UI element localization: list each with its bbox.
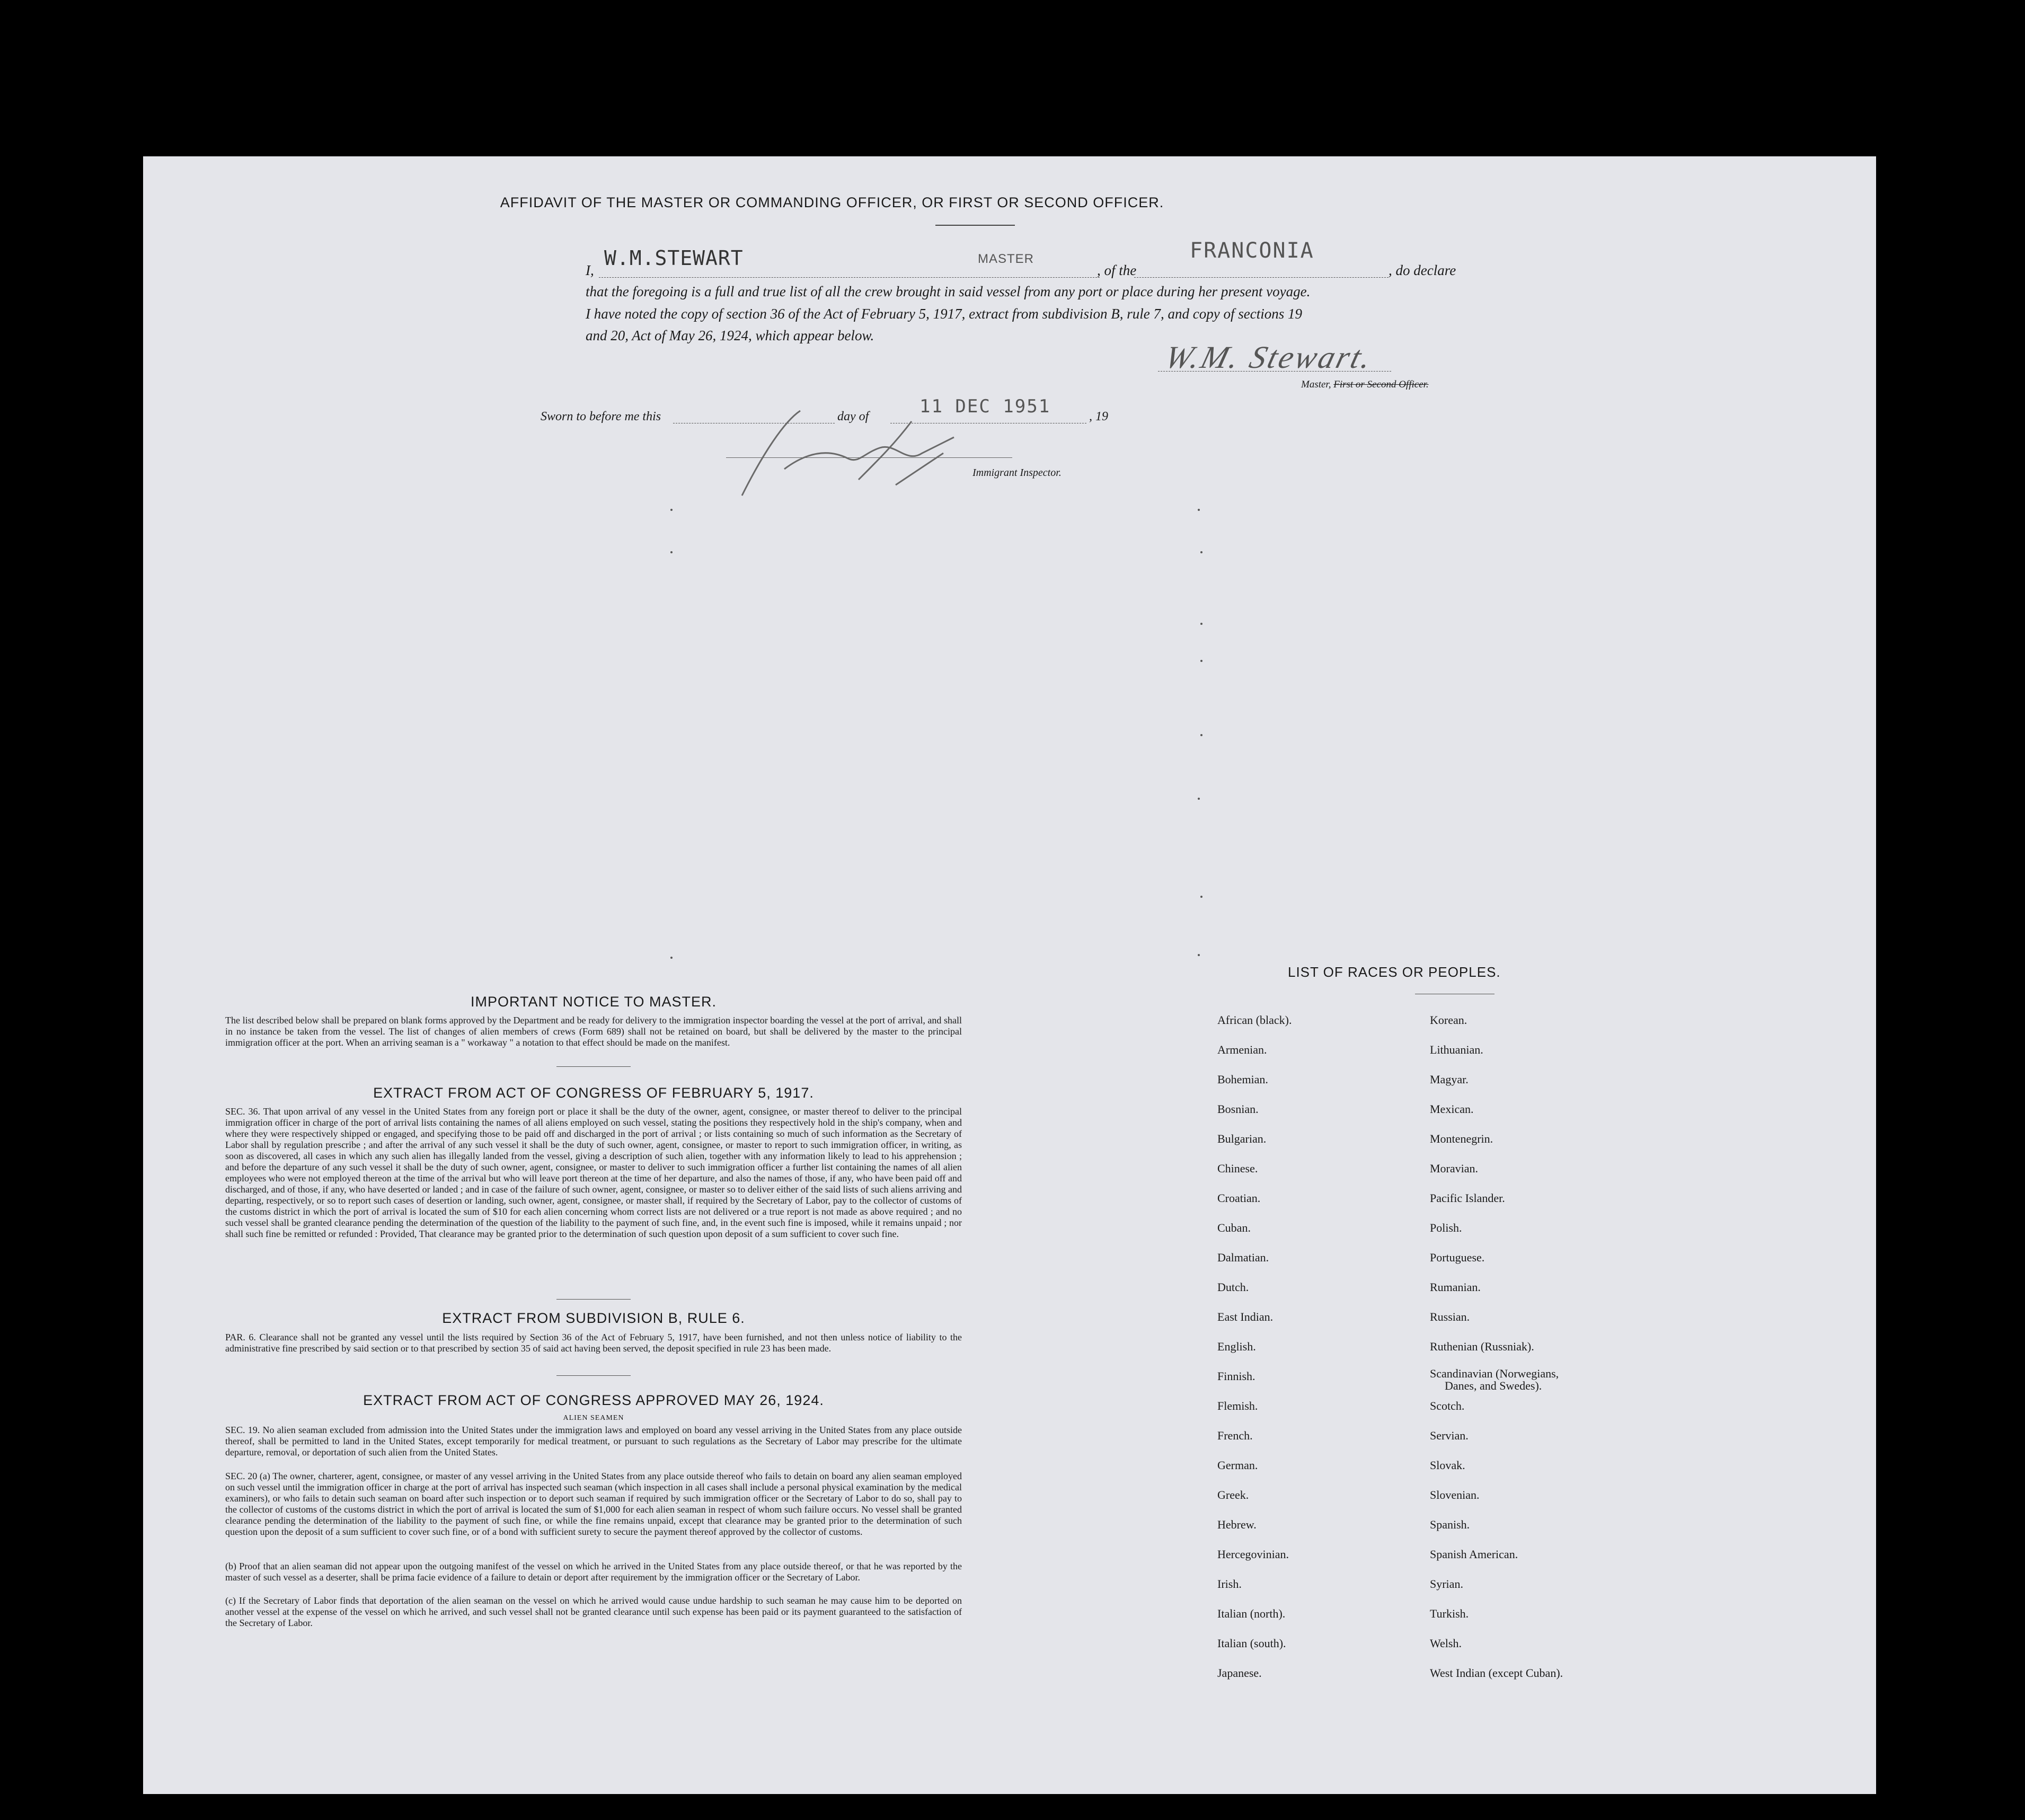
race-right-item: Syrian. xyxy=(1430,1577,1463,1591)
master-signature: W.M. Stewart. xyxy=(1161,340,1377,375)
race-right-item: Mexican. xyxy=(1430,1102,1474,1116)
extract-1924-heading: EXTRACT FROM ACT OF CONGRESS APPROVED MAY 26, 1924. xyxy=(363,1392,824,1408)
punch-hole xyxy=(1876,270,1903,297)
extract-1924-sec20b: (b) Proof that an alien seaman did not appear upon the outgoing manifest of the vessel on which he arrived in the United States from any place outside thereof, or that he was reported by the master of such vessel as a deserter, shall be prima facie evidence of a failure to detain or deport after requirement by the immigration officer or the Secretary of Labor. xyxy=(225,1561,962,1583)
race-left-item: Flemish. xyxy=(1217,1399,1258,1412)
scan-dot xyxy=(670,551,673,553)
race-right-item: Scandinavian (Norwegians, xyxy=(1430,1367,1559,1380)
race-right-item: Pacific Islander. xyxy=(1430,1191,1505,1205)
race-right-item: Polish. xyxy=(1430,1221,1462,1234)
race-left-item: Hercegovinian. xyxy=(1217,1548,1289,1561)
scan-dot xyxy=(670,957,673,959)
race-right-item: Korean. xyxy=(1430,1013,1467,1027)
race-left-item: Finnish. xyxy=(1217,1370,1255,1383)
struck-officer-text: First or Second Officer. xyxy=(1333,379,1429,390)
scan-dot xyxy=(1200,734,1202,736)
race-right-item: Scotch. xyxy=(1430,1399,1465,1412)
scan-dot xyxy=(1198,954,1200,956)
divider xyxy=(556,1066,631,1067)
race-right-item: Lithuanian. xyxy=(1430,1043,1483,1056)
i-label: I, xyxy=(586,262,594,278)
race-right-item: Servian. xyxy=(1430,1429,1469,1442)
race-left-item: Bosnian. xyxy=(1217,1102,1259,1116)
race-left-item: East Indian. xyxy=(1217,1310,1274,1323)
race-left-item: Bulgarian. xyxy=(1217,1132,1267,1145)
race-right-item: Welsh. xyxy=(1430,1637,1462,1650)
notice-body: The list described below shall be prepared on blank forms approved by the Department and be ready for delivery to the immigration inspector boarding the vessel at the port of arrival, and shall in no instance be taken from the vessel. The list of changes of alien members of crews (Form 689) shall not be retained on board, but shall be delivered by the master to the principal immigration officer at the port. When an arriving seaman is a " workaway " a notation to that effect should be made on the manifest. xyxy=(225,1015,962,1048)
punch-hole xyxy=(1876,1158,1903,1185)
race-left-item: Croatian. xyxy=(1217,1191,1261,1205)
punch-hole xyxy=(1876,617,1903,644)
race-right-item: Portuguese. xyxy=(1430,1251,1485,1264)
race-left-item: French. xyxy=(1217,1429,1253,1442)
race-left-item: Cuban. xyxy=(1217,1221,1251,1234)
extract-1924-sec19: SEC. 19. No alien seaman excluded from admission into the United States under the immigration laws and employed on board any vessel arriving in the United States from any place outside thereof, shall be permitted to land in the United States, except temporarily for medical treatment, or pursuant to such regulations as the Secretary of Labor may prescribe for the ultimate departure, removal, or deportation of such alien from the United States. xyxy=(225,1425,962,1457)
of-the-label: , of the xyxy=(1097,262,1137,278)
race-right-item: Magyar. xyxy=(1430,1073,1469,1086)
race-right-item: Russian. xyxy=(1430,1310,1470,1323)
race-right-item: Ruthenian (Russniak). xyxy=(1430,1340,1534,1353)
rank-stamp: MASTER xyxy=(978,252,1034,266)
extract-1924-sec20a: SEC. 20 (a) The owner, charterer, agent, consignee, or master of any vessel arriving in the United States from any place outside thereof who fails to detain on board any alien seaman employed on such vessel until the immigration officer in charge at the port of arrival has inspected such seaman (which inspection in all cases shall include a personal physical examination by the medical examiners), or who fails to detain such seaman on board after such inspection or to deport such seaman if required by such immigration officer or the Secretary of Labor to do so, shall pay to the collector of customs of the customs district in which the port of arrival is located the sum of $1,000 for each alien seaman in respect of whom such failure occurs. No vessel shall be granted clearance pending the determination of the liability to the payment of such fine, or while the fine remains unpaid, except that clearance may be granted prior to the determination of such question upon the deposit of a sum sufficient to cover such fine, or of a bond with sufficient surety to secure the payment thereof approved by the collector of customs. xyxy=(225,1471,962,1537)
scan-dot xyxy=(1200,896,1202,898)
subdivision-b-body: PAR. 6. Clearance shall not be granted any vessel until the lists required by Section 36 of the Act of February 5, 1917, have been furnished, and not then unless notice of liability to the administrative fine prescribed by said section or to that prescribed by section 35 of said act having been served, the deposit specified in rule 23 has been made. xyxy=(225,1332,962,1354)
declaration-line-2: I have noted the copy of section 36 of the Act of February 5, 1917, extract from subdivision B, rule 7, and copy of sections 19 xyxy=(586,306,1302,322)
race-left-item: Italian (south). xyxy=(1217,1637,1286,1650)
race-right-item: Spanish. xyxy=(1430,1518,1470,1531)
punch-hole xyxy=(1876,705,1903,731)
extract-1917-body: SEC. 36. That upon arrival of any vessel in the United States from any foreign port or place it shall be the duty of the owner, agent, consignee, or master thereof to deliver to the principal immigration officer in charge of the port of arrival lists containing the names of all aliens employed on such vessel, stating the positions they respectively hold in the ship's company, when and where they were respectively shipped or engaged, and specifying those to be paid off and discharged in the port of arrival ; or lists containing so much of such information as the Secretary of Labor shall by regulation prescribe ; and after the arrival of any such vessel it shall be the duty of such owner, agent, consignee, or master to report to such immigration officer, in writing, as soon as discovered, all cases in which any such alien has illegally landed from the vessel, giving a description of such alien, together with any information likely to lead to his apprehension ; and before the departure of any such vessel it shall be the duty of such owner, agent, consignee, or master to deliver to such immigration officer a further list containing the names of all alien employees who were not employed thereon at the time of the arrival but who will leave port thereon at the time of her departure, and also the names of those, if any, who have been paid off and discharged, and of those, if any, who have deserted or landed ; and in case of the failure of such owner, agent, consignee, or master so to deliver either of the said lists of such aliens arriving and departing, respectively, or so to report such cases of desertion or landing, such owner, agent, consignee, or master shall, if required by the Secretary of Labor, pay to the collector of customs of the customs district in which the port of arrival is located the sum of $10 for each alien concerning whom correct lists are not delivered or a true report is not made as above required ; and no such vessel shall be granted clearance pending the determination of the question of the liability to the payment of such fine, and, in the event such fine is imposed, while it remains unpaid ; nor shall such fine be remitted or refunded : Provided, That clearance may be granted prior to the determination of such question upon deposit of a sum sufficient to cover such fine. xyxy=(225,1106,962,1239)
scan-dot xyxy=(670,509,673,511)
race-right-item: Moravian. xyxy=(1430,1162,1479,1175)
race-right-item: Slovenian. xyxy=(1430,1488,1480,1501)
inspector-caption: Immigrant Inspector. xyxy=(972,467,1062,479)
race-left-item: Armenian. xyxy=(1217,1043,1267,1056)
declaration-line-3: and 20, Act of May 26, 1924, which appear below. xyxy=(586,328,874,343)
vessel-line xyxy=(1134,277,1389,278)
signature-line xyxy=(1158,371,1391,372)
race-right-item: Turkish. xyxy=(1430,1607,1469,1620)
race-left-item: English. xyxy=(1217,1340,1256,1353)
punch-hole xyxy=(1876,1243,1903,1269)
name-line xyxy=(599,277,1100,278)
master-caption xyxy=(1301,379,1429,391)
race-right-item: West Indian (except Cuban). xyxy=(1430,1666,1563,1680)
vessel-name-stamp: FRANCONIA xyxy=(1190,238,1314,263)
inspector-signature xyxy=(721,390,1018,506)
race-left-item: Greek. xyxy=(1217,1488,1249,1501)
race-right-item: Spanish American. xyxy=(1430,1548,1518,1561)
punch-hole xyxy=(1876,355,1903,382)
race-left-item: Hebrew. xyxy=(1217,1518,1257,1531)
race-left-item: Bohemian. xyxy=(1217,1073,1268,1086)
races-heading: LIST OF RACES OR PEOPLES. xyxy=(1288,964,1501,980)
subdivision-b-heading: EXTRACT FROM SUBDIVISION B, RULE 6. xyxy=(442,1310,745,1326)
scan-dot xyxy=(1200,623,1202,625)
race-left-item: Dalmatian. xyxy=(1217,1251,1269,1264)
notice-heading: IMPORTANT NOTICE TO MASTER. xyxy=(470,994,717,1010)
race-right-item: Slovak. xyxy=(1430,1459,1465,1472)
punch-hole xyxy=(1876,1587,1903,1614)
master-name: W.M.STEWART xyxy=(604,246,744,270)
race-left-item: Dutch. xyxy=(1217,1280,1249,1294)
race-left-item: Irish. xyxy=(1217,1577,1242,1591)
sworn-label: Sworn to before me this xyxy=(541,410,661,423)
scan-dot xyxy=(1198,509,1200,511)
race-left-item: African (black). xyxy=(1217,1013,1292,1027)
race-left-item: German. xyxy=(1217,1459,1258,1472)
divider xyxy=(935,225,1015,226)
inspector-line xyxy=(726,457,1012,458)
declaration-line-1: that the foregoing is a full and true list of all the crew brought in said vessel from any port or place during her present voyage. xyxy=(586,284,1311,299)
affidavit-heading: AFFIDAVIT OF THE MASTER OR COMMANDING OFFICER, OR FIRST OR SECOND OFFICER. xyxy=(500,195,1164,210)
extract-1917-heading: EXTRACT FROM ACT OF CONGRESS OF FEBRUARY 5, 1917. xyxy=(373,1085,814,1101)
divider xyxy=(556,1375,631,1376)
scan-dot xyxy=(1200,551,1202,553)
divider xyxy=(556,1299,631,1300)
day-of-label: day of xyxy=(837,410,869,423)
punch-hole xyxy=(1876,1503,1903,1529)
race-right-item: Rumanian. xyxy=(1430,1280,1481,1294)
race-left-item: Italian (north). xyxy=(1217,1607,1286,1620)
date-stamp: 11 DEC 1951 xyxy=(919,396,1051,417)
manifest-page xyxy=(143,156,1876,1794)
alien-seamen-subheading: ALIEN SEAMEN xyxy=(563,1414,624,1422)
extract-1924-sec20c: (c) If the Secretary of Labor finds that deportation of the alien seaman on the vessel on which he arrived would cause undue hardship to such seaman he may cause him to be deported on another vessel at the expense of the vessel on which he arrived, and such vessel shall not be granted clearance until such expense has been paid or its payment guaranteed to the satisfaction of the Secretary of Labor. xyxy=(225,1595,962,1628)
race-left-item: Japanese. xyxy=(1217,1666,1262,1680)
do-declare-label: , do declare xyxy=(1389,262,1456,278)
scan-dot xyxy=(1198,798,1200,800)
race-right-continuation: Danes, and Swedes). xyxy=(1445,1379,1542,1392)
master-caption-text: Master, xyxy=(1301,379,1331,390)
race-right-item: Montenegrin. xyxy=(1430,1132,1493,1145)
race-left-item: Chinese. xyxy=(1217,1162,1258,1175)
year-label: , 19 xyxy=(1089,410,1108,423)
scan-dot xyxy=(1200,660,1202,662)
